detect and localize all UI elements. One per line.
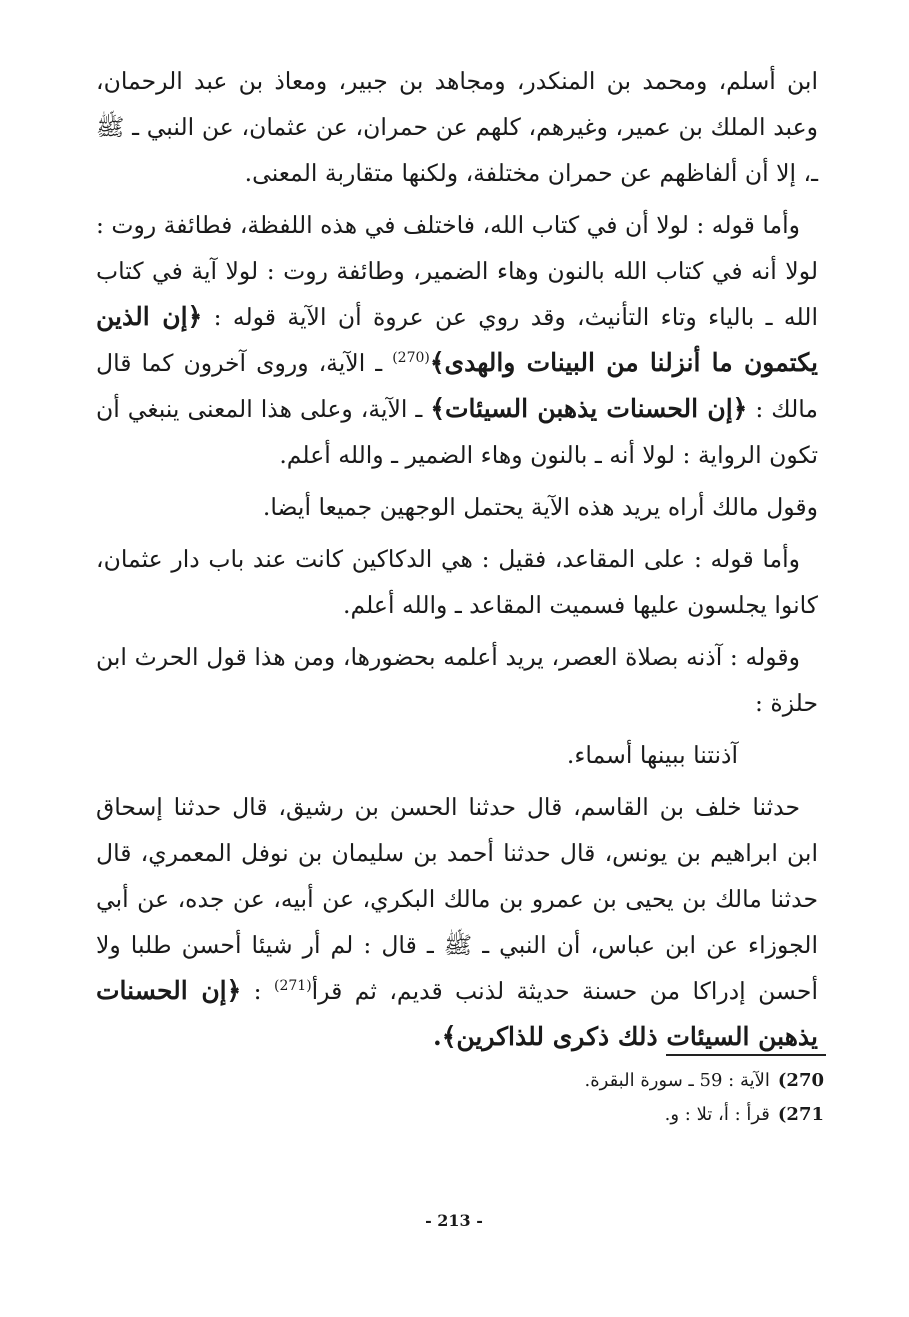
quran-verse-3: ﴿إن الحسنات يذهبن السيئات ذلك ذكرى للذاكرين﴾. [96,976,818,1051]
paragraph-1-text: ابن أسلم، ومحمد بن المنكدر، ومجاهد بن جبير، ومعاذ بن عبد الرحمان، وعبد الملك بن عمير، وغيرهم، كلهم عن حمران، عن عثمان، عن النبي ـ ﷺ ـ، إلا أن ألفاظهم عن حمران مختلفة، ولكنها متقاربة المعنى. [96,67,818,187]
paragraph-6-text-b: : [253,977,274,1005]
paragraph-6 [96,784,818,1060]
footnote-ref-271: (271) [273,978,312,995]
footnote-ref-270: (270) [392,350,430,367]
quran-verse-2: ﴿إن الحسنات يذهبن السيئات﴾ [430,394,748,423]
main-text [96,58,818,1066]
footnote-270 [400,1064,824,1098]
footnote-text: الآية : 59 ـ سورة البقرة. [584,1070,770,1091]
poem-line-text: آذنتنا ببينها أسماء. [566,741,738,769]
footnote-number: 271) [777,1104,824,1125]
footnotes [400,1064,824,1132]
paragraph-3-text: وقول مالك أراه يريد هذه الآية يحتمل الوجهين جميعا أيضا. [262,493,818,521]
poem-line [96,732,818,778]
paragraph-2 [96,202,818,478]
quran-verse-1: ﴿إن الذين يكتمون ما أنزلنا من البينات والهدى﴾ [96,302,818,377]
paragraph-5 [96,634,818,726]
paragraph-2-text-b: ـ الآية، وروى آخرون كما قال مالك : [96,349,818,423]
page-number: - 213 - [425,1211,483,1230]
paragraph-2-text-c: ـ الآية، وعلى هذا المعنى ينبغي أن تكون الرواية : لولا أنه ـ بالنون وهاء الضمير ـ والله أعلم. [96,395,818,469]
footnote-number: 270) [777,1070,824,1091]
paragraph-1 [96,58,818,196]
paragraph-2-text-a: وأما قوله : لولا أن في كتاب الله، فاختلف في هذه اللفظة، فطائفة روت : لولا أنه في كتاب الله بالنون وهاء الضمير، وطائفة روت : لولا آية في كتاب الله ـ بالياء وتاء التأنيث، وقد روي عن عروة أن الآية قوله : [95,211,818,331]
paragraph-4-text: وأما قوله : على المقاعد، فقيل : هي الدكاكين كانت عند باب دار عثمان، كانوا يجلسون عليها فسميت المقاعد ـ والله أعلم. [96,545,818,619]
paragraph-5-text: وقوله : آذنه بصلاة العصر، يريد أعلمه بحضورها، ومن هذا قول الحرث ابن حلزة : [96,643,818,717]
footnote-divider [666,1054,826,1056]
paragraph-6-text-a: حدثنا خلف بن القاسم، قال حدثنا الحسن بن رشيق، قال حدثنا إسحاق ابن ابراهيم بن يونس، قال حدثنا أحمد بن سليمان بن نوفل المعمري، قال حدثنا مالك بن يحيى بن عمرو بن مالك البكري، عن أبيه، عن جده، عن أبي الجوزاء عن ابن عباس، أن النبي ـ ﷺ ـ قال : لم أر شيئا أحسن طلبا ولا أحسن إدراكا من حسنة حديثة لذنب قديم، ثم قرأ [96,793,818,1005]
footnote-text: قرأ : أ، تلا : و. [664,1104,770,1125]
footnote-271 [400,1098,824,1132]
paragraph-4 [96,536,818,628]
paragraph-3 [96,484,818,530]
